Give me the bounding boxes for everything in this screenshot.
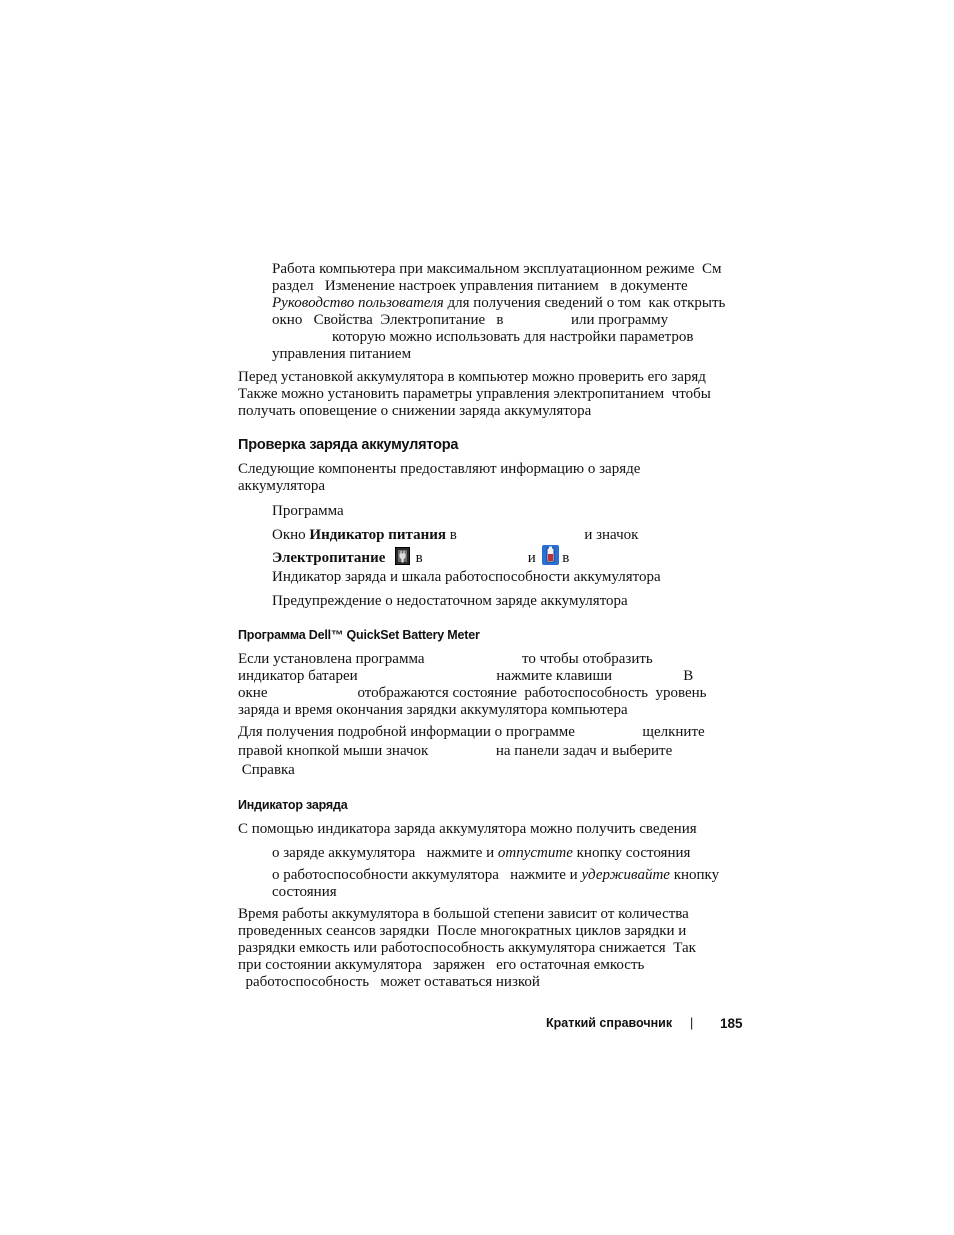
text-run: в [558, 550, 570, 566]
text-line: получать оповещение о снижении заряда аккумулятора [238, 403, 592, 419]
list-item: Программа [272, 503, 344, 519]
battery-life-paragraph [238, 906, 738, 991]
text-run: кнопку состояния [572, 845, 691, 861]
text-line: управления питанием [272, 346, 412, 362]
subsection-heading-charge-indicator: Индикатор заряда [238, 798, 348, 812]
text-line [272, 295, 742, 312]
indicator-intro-paragraph: С помощью индикатора заряда аккумулятора можно получить сведения [238, 821, 697, 837]
text-run: о работоспособности аккумулятора нажмите и [272, 867, 582, 883]
text-line: Время работы аккумулятора в большой степени зависит от количества [238, 906, 689, 922]
text-run: о заряде аккумулятора нажмите и [272, 845, 498, 861]
text-line: Перед установкой аккумулятора в компьютер можно проверить его заряд [238, 369, 706, 385]
bold-text: Индикатор питания [309, 527, 446, 543]
subsection-heading-quickset: Программа Dell™ QuickSet Battery Meter [238, 628, 480, 642]
italic-text: отпустите [497, 845, 573, 861]
components-intro-paragraph [238, 461, 738, 495]
text-run: в [411, 550, 423, 566]
text-run: в и значок [445, 527, 639, 543]
text-line [272, 867, 742, 884]
bold-text: Электропитание [272, 550, 386, 566]
text-line: окне отображаются состояние работоспособность уровень [238, 685, 707, 701]
footer-section-title: Краткий справочник [546, 1016, 673, 1030]
text-line: индикатор батареи нажмите клавиши В [238, 668, 694, 684]
text-line: проведенных сеансов зарядки После многократных циклов зарядки и [238, 923, 687, 939]
text-line: Работа компьютера при максимальном эксплуатационном режиме См [272, 261, 722, 277]
text-line: раздел Изменение настроек управления питанием в документе [272, 278, 688, 294]
footer-separator: | [690, 1016, 694, 1030]
text-line: аккумулятора [238, 478, 326, 494]
text-line: Если установлена программа то чтобы отобразить [238, 651, 653, 667]
list-item: Предупреждение о недостаточном заряде аккумулятора [272, 593, 628, 609]
quickset-paragraph [238, 651, 738, 719]
text-line: Для получения подробной информации о программе щелкните [238, 724, 705, 740]
battery-check-paragraph [238, 369, 738, 420]
list-item [272, 867, 742, 901]
italic-text: Руководство пользователя [272, 295, 444, 311]
text-run: для получения сведений о том как открыть [443, 295, 726, 311]
text-line: состояния [272, 884, 337, 900]
italic-text: удерживайте [581, 867, 670, 883]
text-line: заряда и время окончания зарядки аккумулятора компьютера [238, 702, 628, 718]
text-line: работоспособность может оставаться низкой [238, 974, 540, 990]
text-run: кнопку [669, 867, 720, 883]
list-item: Индикатор заряда и шкала работоспособности аккумулятора [272, 569, 661, 585]
text-line: правой кнопкой мыши значок на панели задач и выберите [238, 743, 673, 759]
power-plug-icon [395, 547, 410, 565]
text-line: окно Свойства Электропитание в или программу [272, 312, 669, 328]
text-run: Окно [272, 527, 310, 543]
text-line [272, 845, 742, 862]
text-line: Также можно установить параметры управления электропитанием чтобы [238, 386, 711, 402]
text-line: при состоянии аккумулятора заряжен его остаточная емкость [238, 957, 645, 973]
intro-indented-paragraph [272, 261, 742, 363]
battery-icon [542, 545, 557, 563]
quickset-help-paragraph [238, 724, 738, 779]
list-item [272, 845, 742, 862]
text-run: и [527, 550, 536, 566]
page-number: 185 [720, 1016, 743, 1031]
text-line: разрядки емкость или работоспособность аккумулятора снижается Так [238, 940, 696, 956]
text-line: которую можно использовать для настройки параметров [272, 329, 694, 345]
text-line: Справка [238, 762, 295, 778]
text-line: Следующие компоненты предоставляют информацию о заряде [238, 461, 641, 477]
list-item [272, 527, 742, 567]
section-heading-check-charge: Проверка заряда аккумулятора [238, 437, 459, 453]
text-line [272, 545, 742, 567]
text-line [272, 527, 742, 544]
